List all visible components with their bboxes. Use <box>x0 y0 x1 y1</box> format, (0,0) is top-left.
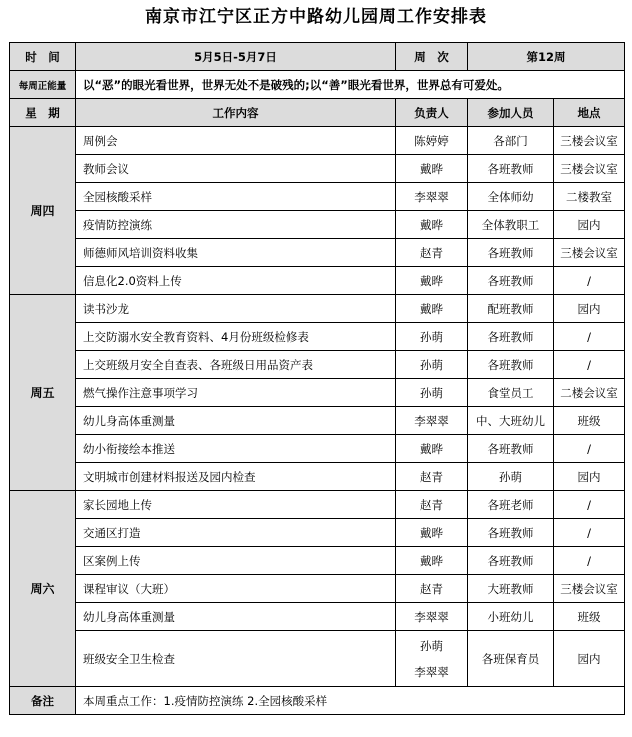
schedule-table <box>9 42 625 715</box>
table-row <box>10 603 625 631</box>
task-owner-name: 孙萌 <box>420 638 443 653</box>
task-location: 三楼会议室 <box>554 155 625 183</box>
task-participants: 各班教师 <box>468 435 554 463</box>
task-location: 园内 <box>554 211 625 239</box>
task-content: 幼儿身高体重测量 <box>76 407 396 435</box>
column-header-row <box>10 99 625 127</box>
day-label: 周六 <box>10 491 76 687</box>
task-content: 上交防溺水安全教育资料、4月份班级检修表 <box>76 323 396 351</box>
task-content: 幼儿身高体重测量 <box>76 603 396 631</box>
task-owner: 戴晔 <box>396 211 468 239</box>
col-participants: 参加人员 <box>468 99 554 127</box>
task-participants: 配班教师 <box>468 295 554 323</box>
task-owner: 孙萌 <box>396 323 468 351</box>
task-owner: 李翠翠 <box>396 603 468 631</box>
task-location: / <box>554 267 625 295</box>
table-row <box>10 323 625 351</box>
table-row <box>10 239 625 267</box>
time-label: 时 间 <box>10 43 76 71</box>
task-owner: 孙萌 <box>396 351 468 379</box>
task-participants: 全体教职工 <box>468 211 554 239</box>
task-content: 教师会议 <box>76 155 396 183</box>
task-owner: 陈婷婷 <box>396 127 468 155</box>
task-participants: 各班保育员 <box>468 631 554 687</box>
task-content: 信息化2.0资料上传 <box>76 267 396 295</box>
page-title: 南京市江宁区正方中路幼儿园周工作安排表 <box>145 7 487 27</box>
col-content: 工作内容 <box>76 99 396 127</box>
motto-label: 每周正能量 <box>10 71 76 99</box>
task-participants: 大班教师 <box>468 575 554 603</box>
date-range: 5月5日-5月7日 <box>76 43 396 71</box>
task-participants: 孙萌 <box>468 463 554 491</box>
task-content: 幼小衔接绘本推送 <box>76 435 396 463</box>
task-content: 读书沙龙 <box>76 295 396 323</box>
col-day: 星 期 <box>10 99 76 127</box>
table-row <box>10 127 625 155</box>
task-content: 疫情防控演练 <box>76 211 396 239</box>
task-owner: 赵青 <box>396 239 468 267</box>
table-row <box>10 547 625 575</box>
task-content: 全园核酸采样 <box>76 183 396 211</box>
note-row <box>10 687 625 715</box>
table-row <box>10 407 625 435</box>
table-row <box>10 463 625 491</box>
table-row <box>10 631 625 687</box>
table-row <box>10 491 625 519</box>
task-owner: 戴晔 <box>396 155 468 183</box>
task-participants: 各班教师 <box>468 323 554 351</box>
task-participants: 食堂员工 <box>468 379 554 407</box>
task-content: 家长园地上传 <box>76 491 396 519</box>
table-row <box>10 351 625 379</box>
task-owner <box>396 631 468 687</box>
motto-row <box>10 71 625 99</box>
task-owner: 李翠翠 <box>396 183 468 211</box>
task-location: 三楼会议室 <box>554 239 625 267</box>
task-participants: 中、大班幼儿 <box>468 407 554 435</box>
table-row <box>10 155 625 183</box>
task-location: / <box>554 435 625 463</box>
table-row <box>10 267 625 295</box>
table-row <box>10 295 625 323</box>
task-participants: 各班教师 <box>468 547 554 575</box>
motto-text: 以“恶”的眼光看世界，世界无处不是破残的;以“善”眼光看世界，世界总有可爱处。 <box>76 71 625 99</box>
task-owner: 赵青 <box>396 463 468 491</box>
task-location: 二楼教室 <box>554 183 625 211</box>
task-owner: 戴晔 <box>396 519 468 547</box>
task-location: / <box>554 547 625 575</box>
task-participants: 各班老师 <box>468 491 554 519</box>
task-participants: 各班教师 <box>468 239 554 267</box>
task-content: 区案例上传 <box>76 547 396 575</box>
table-row <box>10 575 625 603</box>
task-location: 三楼会议室 <box>554 127 625 155</box>
task-location: / <box>554 491 625 519</box>
task-location: 园内 <box>554 463 625 491</box>
task-location: / <box>554 351 625 379</box>
table-row <box>10 519 625 547</box>
task-location: / <box>554 519 625 547</box>
col-owner: 负责人 <box>396 99 468 127</box>
task-content: 上交班级月安全自查表、各班级日用品资产表 <box>76 351 396 379</box>
note-label: 备注 <box>10 687 76 715</box>
task-location: 二楼会议室 <box>554 379 625 407</box>
day-label: 周四 <box>10 127 76 295</box>
task-content: 文明城市创建材料报送及园内检查 <box>76 463 396 491</box>
task-owner: 戴晔 <box>396 435 468 463</box>
task-participants: 各班教师 <box>468 351 554 379</box>
table-row <box>10 211 625 239</box>
task-participants: 各班教师 <box>468 267 554 295</box>
task-location: 园内 <box>554 631 625 687</box>
table-row <box>10 379 625 407</box>
task-location: 班级 <box>554 407 625 435</box>
day-label: 周五 <box>10 295 76 491</box>
task-content: 交通区打造 <box>76 519 396 547</box>
task-owner: 赵青 <box>396 575 468 603</box>
task-owner: 戴晔 <box>396 267 468 295</box>
task-owner: 戴晔 <box>396 295 468 323</box>
col-location: 地点 <box>554 99 625 127</box>
task-content: 燃气操作注意事项学习 <box>76 379 396 407</box>
task-owner-name: 李翠翠 <box>414 664 449 679</box>
task-participants: 各部门 <box>468 127 554 155</box>
task-owner: 戴晔 <box>396 547 468 575</box>
header-row <box>10 43 625 71</box>
task-participants: 各班教师 <box>468 155 554 183</box>
table-row <box>10 435 625 463</box>
week-value: 第12周 <box>468 43 625 71</box>
table-row <box>10 183 625 211</box>
task-owner: 孙萌 <box>396 379 468 407</box>
task-content: 班级安全卫生检查 <box>76 631 396 687</box>
task-content: 课程审议（大班） <box>76 575 396 603</box>
task-participants: 全体师幼 <box>468 183 554 211</box>
note-text: 本周重点工作：1.疫情防控演练 2.全园核酸采样 <box>76 687 625 715</box>
week-label: 周 次 <box>396 43 468 71</box>
task-owner: 李翠翠 <box>396 407 468 435</box>
task-location: 园内 <box>554 295 625 323</box>
task-location: 三楼会议室 <box>554 575 625 603</box>
task-content: 周例会 <box>76 127 396 155</box>
task-content: 师德师风培训资料收集 <box>76 239 396 267</box>
task-location: / <box>554 323 625 351</box>
task-participants: 小班幼儿 <box>468 603 554 631</box>
task-location: 班级 <box>554 603 625 631</box>
task-owner: 赵青 <box>396 491 468 519</box>
task-participants: 各班教师 <box>468 519 554 547</box>
